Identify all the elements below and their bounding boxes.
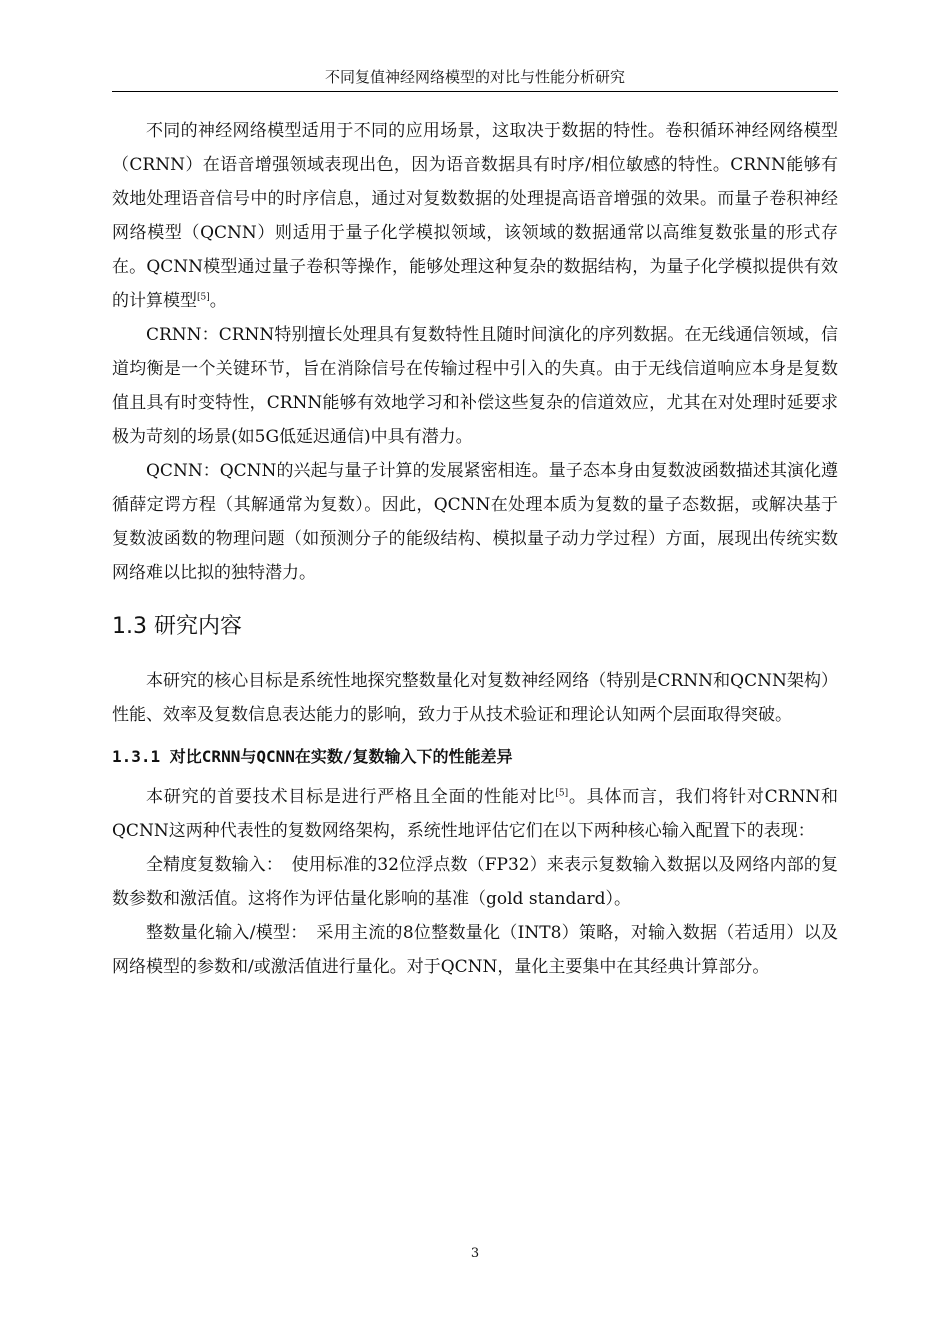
body-paragraph: CRNN：CRNN特别擅长处理具有复数特性且随时间演化的序列数据。在无线通信领域，信道均衡是一个关键环节，旨在消除信号在传输过程中引入的失真。由于无线信道响应本身是复数值且具有时变特性，CRNN能够有效地学习和补偿这些复杂的信道效应，尤其在对处理时延要求极为苛刻的场景(如5G低延迟通信)中具有潜力。 <box>112 325 838 447</box>
body-paragraph: 全精度复数输入： 使用标准的32位浮点数（FP32）来表示复数输入数据以及网络内部的复数参数和激活值。这将作为评估量化影响的基准（gold standard）。 <box>112 855 838 909</box>
running-header: 不同复值神经网络模型的对比与性能分析研究 <box>112 66 838 92</box>
body-paragraph <box>112 114 838 318</box>
section-heading: 1.3 研究内容 <box>112 614 242 639</box>
paragraph-text: 。具体而言，我们将针对CRNN和QCNN这两种代表性的复数网络架构，系统性地评估它们在以下两种核心输入配置下的表现： <box>112 787 838 841</box>
citation-reference: [5] <box>197 292 210 303</box>
paragraph-text: 本研究的首要技术目标是进行严格且全面的性能对比 <box>146 787 556 807</box>
body-paragraph <box>112 780 838 848</box>
citation-reference: [5] <box>555 788 569 799</box>
body-paragraph: QCNN：QCNN的兴起与量子计算的发展紧密相连。量子态本身由复数波函数描述其演化遵循薛定谔方程（其解通常为复数）。因此，QCNN在处理本质为复数的量子态数据，或解决基于复数波函数的物理问题（如预测分子的能级结构、模拟量子动力学过程）方面，展现出传统实数网络难以比拟的独特潜力。 <box>112 461 838 583</box>
page-number: 3 <box>470 1246 480 1261</box>
body-paragraph: 整数量化输入/模型： 采用主流的8位整数量化（INT8）策略，对输入数据（若适用）以及网络模型的参数和/或激活值进行量化。对于QCNN，量化主要集中在其经典计算部分。 <box>112 923 838 977</box>
body-paragraph: 本研究的核心目标是系统性地探究整数量化对复数神经网络（特别是CRNN和QCNN架构）性能、效率及复数信息表达能力的影响，致力于从技术验证和理论认知两个层面取得突破。 <box>112 671 838 725</box>
page-body <box>112 114 838 984</box>
subsection-heading: 1.3.1 对比CRNN与QCNN在实数/复数输入下的性能差异 <box>112 747 513 766</box>
paragraph-text: 不同的神经网络模型适用于不同的应用场景，这取决于数据的特性。卷积循环神经网络模型（CRNN）在语音增强领域表现出色，因为语音数据具有时序/相位敏感的特性。CRNN能够有效地处理语音信号中的时序信息，通过对复数数据的处理提高语音增强的效果。而量子卷积神经网络模型（QCNN）则适用于量子化学模拟领域，该领域的数据通常以高维复数张量的形式存在。QCNN模型通过量子卷积等操作，能够处理这种复杂的数据结构，为量子化学模拟提供有效的计算模型 <box>112 121 838 311</box>
paragraph-text: 。 <box>209 291 227 311</box>
